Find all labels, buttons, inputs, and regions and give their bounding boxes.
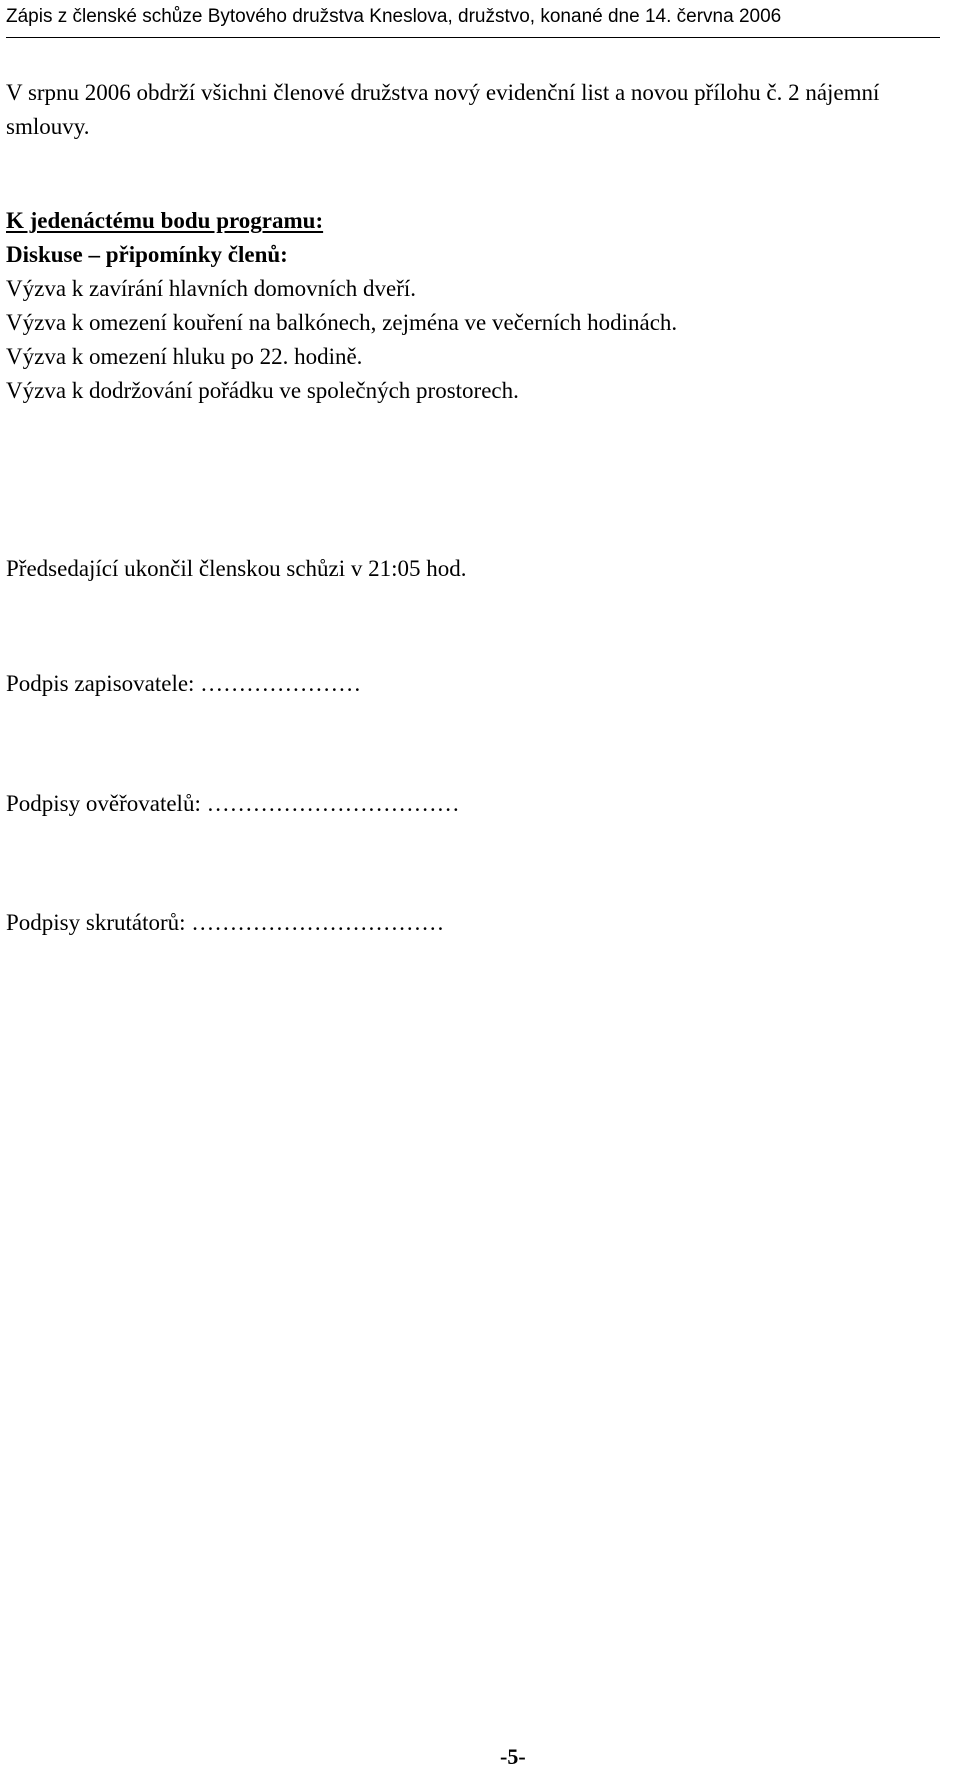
- signature-tellers-line: Podpisy skrutátorů: ……………………………: [6, 910, 445, 935]
- signature-recorder-line: Podpis zapisovatele: …………………: [6, 671, 362, 696]
- header-divider: [6, 37, 940, 38]
- agenda-item: Výzva k dodržování pořádku ve společných prostorech.: [6, 378, 519, 403]
- signature-verifiers-line: Podpisy ověřovatelů: ……………………………: [6, 791, 460, 816]
- closing-text: Předsedající ukončil členskou schůzi v 21:05 hod.: [6, 556, 467, 581]
- signature-verifiers: [6, 787, 936, 821]
- agenda-item: Výzva k omezení hluku po 22. hodině.: [6, 344, 363, 369]
- signature-recorder: [6, 667, 936, 701]
- closing-paragraph: [6, 552, 936, 586]
- agenda-item: Výzva k omezení kouření na balkónech, zejména ve večerních hodinách.: [6, 310, 678, 335]
- agenda-item: Výzva k zavírání hlavních domovních dveří.: [6, 276, 417, 301]
- agenda-heading: K jedenáctému bodu programu:: [6, 208, 324, 233]
- intro-text: V srpnu 2006 obdrží všichni členové družstva nový evidenční list a novou přílohu č. 2 nájemní smlouvy.: [6, 80, 880, 139]
- agenda-section: [6, 204, 936, 408]
- agenda-subheading: Diskuse – připomínky členů:: [6, 242, 288, 267]
- signature-tellers: [6, 906, 936, 940]
- page-number: -5-: [500, 1744, 526, 1769]
- page-header: Zápis z členské schůze Bytového družstva Kneslova, družstvo, konané dne 14. června 2006: [6, 6, 782, 27]
- intro-paragraph: [6, 76, 936, 144]
